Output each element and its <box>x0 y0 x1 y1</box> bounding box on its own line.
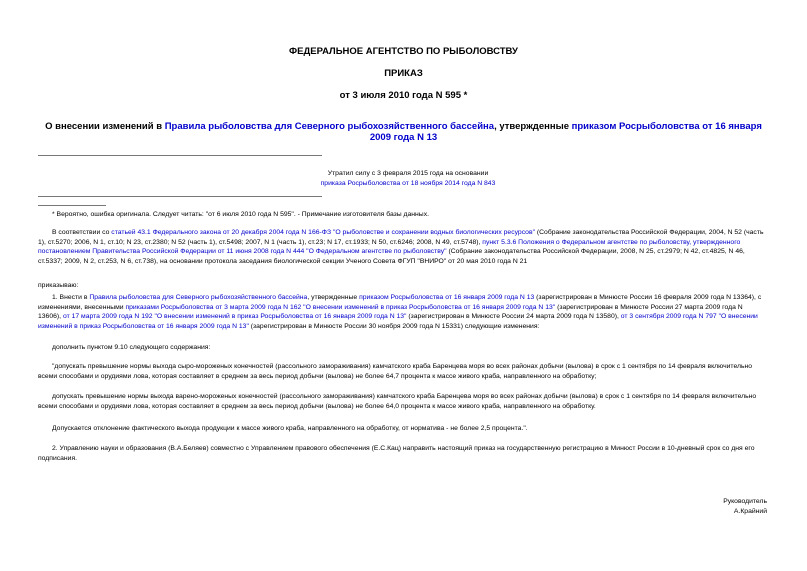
repeal-notice-text: Утратил силу с 3 февраля 2015 года на основании <box>327 170 489 177</box>
footnote: * Вероятно, ошибка оригинала. Следует читать: "от 6 июля 2010 года N 595". - Примечание изготовителя базы данных. <box>52 211 429 218</box>
order-word: приказываю: <box>38 282 79 289</box>
preamble-paragraph <box>38 228 767 266</box>
rules-link[interactable]: Правила рыболовства для Северного рыбохозяйственного бассейна <box>164 121 495 132</box>
law-166-link[interactable]: статьей 43.1 Федерального закона от 20 декабря 2004 года N 166-ФЗ "О рыболовстве и сохранении водных биологических ресурсов" <box>111 229 535 236</box>
signature-name: А.Крайний <box>733 507 767 515</box>
regulation-444-link[interactable]: пункт 5.3.6 Положения о Федеральном агентстве по рыболовству, утвержденного постановлением Правительства Российской Федерации от 11 июня 2008 года N 444 "О Федеральном агентстве по рыболовству" <box>38 238 741 256</box>
item1-order-13-link[interactable]: приказом Росрыболовства от 16 января 2009 года N 13 <box>359 294 535 301</box>
preamble-text-3: (Собрание законодательства Российской Федерации, 2008, N 25, ст.2979; N 42, ст.4825, N 46, ст.5337; 2009, N 2, ст.253, N 6, ст.738), на основании протокола заседания биологической секции Ученого Совета ФГУП "ВНИРО" от 20 мая 2010 года N 21 <box>38 248 745 265</box>
order-13-link[interactable]: приказом Росрыболовства от 16 января 2009 года N 13 <box>369 121 762 143</box>
repeal-order-link[interactable]: приказа Росрыболовства от 18 ноября 2014 года N 843 <box>320 180 496 187</box>
signature-block <box>723 497 767 516</box>
item1-text-2: , утвержденные <box>307 294 360 301</box>
signature-role: Руководитель <box>723 498 767 505</box>
item1-text-3: (зарегистрирован в Минюсте России 16 февраля 2009 года N 13364), с изменениями, внесенными <box>38 294 762 311</box>
item1-text-1: 1. Внести в <box>52 294 90 301</box>
item1-text-6: (зарегистрирован в Минюсте России 30 ноября 2009 года N 15331) следующие изменения: <box>248 322 540 330</box>
supplement-paragraph: дополнить пунктом 9.10 следующего содержания: <box>52 344 211 351</box>
agency-heading: ФЕДЕРАЛЬНОЕ АГЕНТСТВО ПО РЫБОЛОВСТВУ <box>289 46 518 57</box>
quote-paragraph-1: "допускать превышение нормы выхода сыро-мороженых конечностей (рассольного замораживания) камчатского краба Баренцева моря во всех районах добычи (вылова) в срок с 1 сентября по 14 февраля включительно всеми способами и орудиями лова, которая составляет в среднем за весь период добычи (вылова) не более 64,7 процента к массе живого краба, направленного на обработку; <box>38 363 753 380</box>
repeal-notice <box>180 169 636 189</box>
quote-paragraph-2: допускать превышение нормы выхода варено-мороженых конечностей (рассольного замораживания) камчатского краба Баренцева моря во всех районах добычи (вылова) в срок с 1 сентября по 14 февраля включительно всеми способами и орудиями лова, которая составляет в среднем за весь период добычи (вылова) не более 64,0 процента к массе живого краба, направленного на обработку. <box>38 393 757 410</box>
item1-rules-link[interactable]: Правила рыболовства для Северного рыбохозяйственного бассейна <box>89 294 308 301</box>
item1-text-5: (зарегистрирован в Минюсте России 24 марта 2009 года N 13580), <box>406 313 621 321</box>
item1-text-4: (зарегистрирован в Минюсте России 27 марта 2009 года N 13606), <box>38 303 743 321</box>
divider-top <box>38 155 322 156</box>
order-797-link[interactable]: от 3 сентября 2009 года N 797 "О внесении изменений в приказ Росрыболовства от 16 января 2009 года N 13" <box>38 313 758 330</box>
item-1-paragraph <box>38 293 767 331</box>
divider-bottom <box>38 196 322 197</box>
quote-paragraph-3: Допускается отклонение фактического выхода продукции к массе живого краба, направленного на обработку, от норматива - не более 2,5 процента.". <box>52 425 528 432</box>
doc-type-heading: ПРИКАЗ <box>384 68 423 79</box>
title-text-1: О внесении изменений в <box>45 121 165 132</box>
preamble-text-1: В соответствии со <box>52 229 112 236</box>
doc-date-heading: от 3 июля 2010 года N 595 * <box>339 90 468 101</box>
preamble-text-2: (Собрание законодательства Российской Федерации, 2004, N 52 (часть 1), ст.5270; 2006, N 1, ст.10; N 23, ст.2380; N 52 (часть 1), ст.5498; 2007, N 1 (часть 1), ст.23; N 17, ст.1933; N 50, ст.6246; 2008, N 49, ст.5748), <box>38 229 764 246</box>
document-title <box>34 121 773 143</box>
order-192-link[interactable]: от 17 марта 2009 года N 192 "О внесении изменений в приказ Росрыболовства от 16 января 2009 года N 13" <box>62 313 407 321</box>
title-text-2: , утвержденные <box>494 121 572 132</box>
footnote-separator <box>38 205 106 206</box>
order-162-link[interactable]: приказами Росрыболовства от 3 марта 2009 года N 162 "О внесении изменений в приказ Росрыболовства от 16 января 2009 года N 13" <box>125 303 556 311</box>
item-2-paragraph: 2. Управлению науки и образования (В.А.Беляев) совместно с Управлением правового обеспечения (Е.С.Кац) направить настоящий приказ на государственную регистрацию в Минюст России в 10-дневный срок со дня его подписания. <box>38 445 755 462</box>
